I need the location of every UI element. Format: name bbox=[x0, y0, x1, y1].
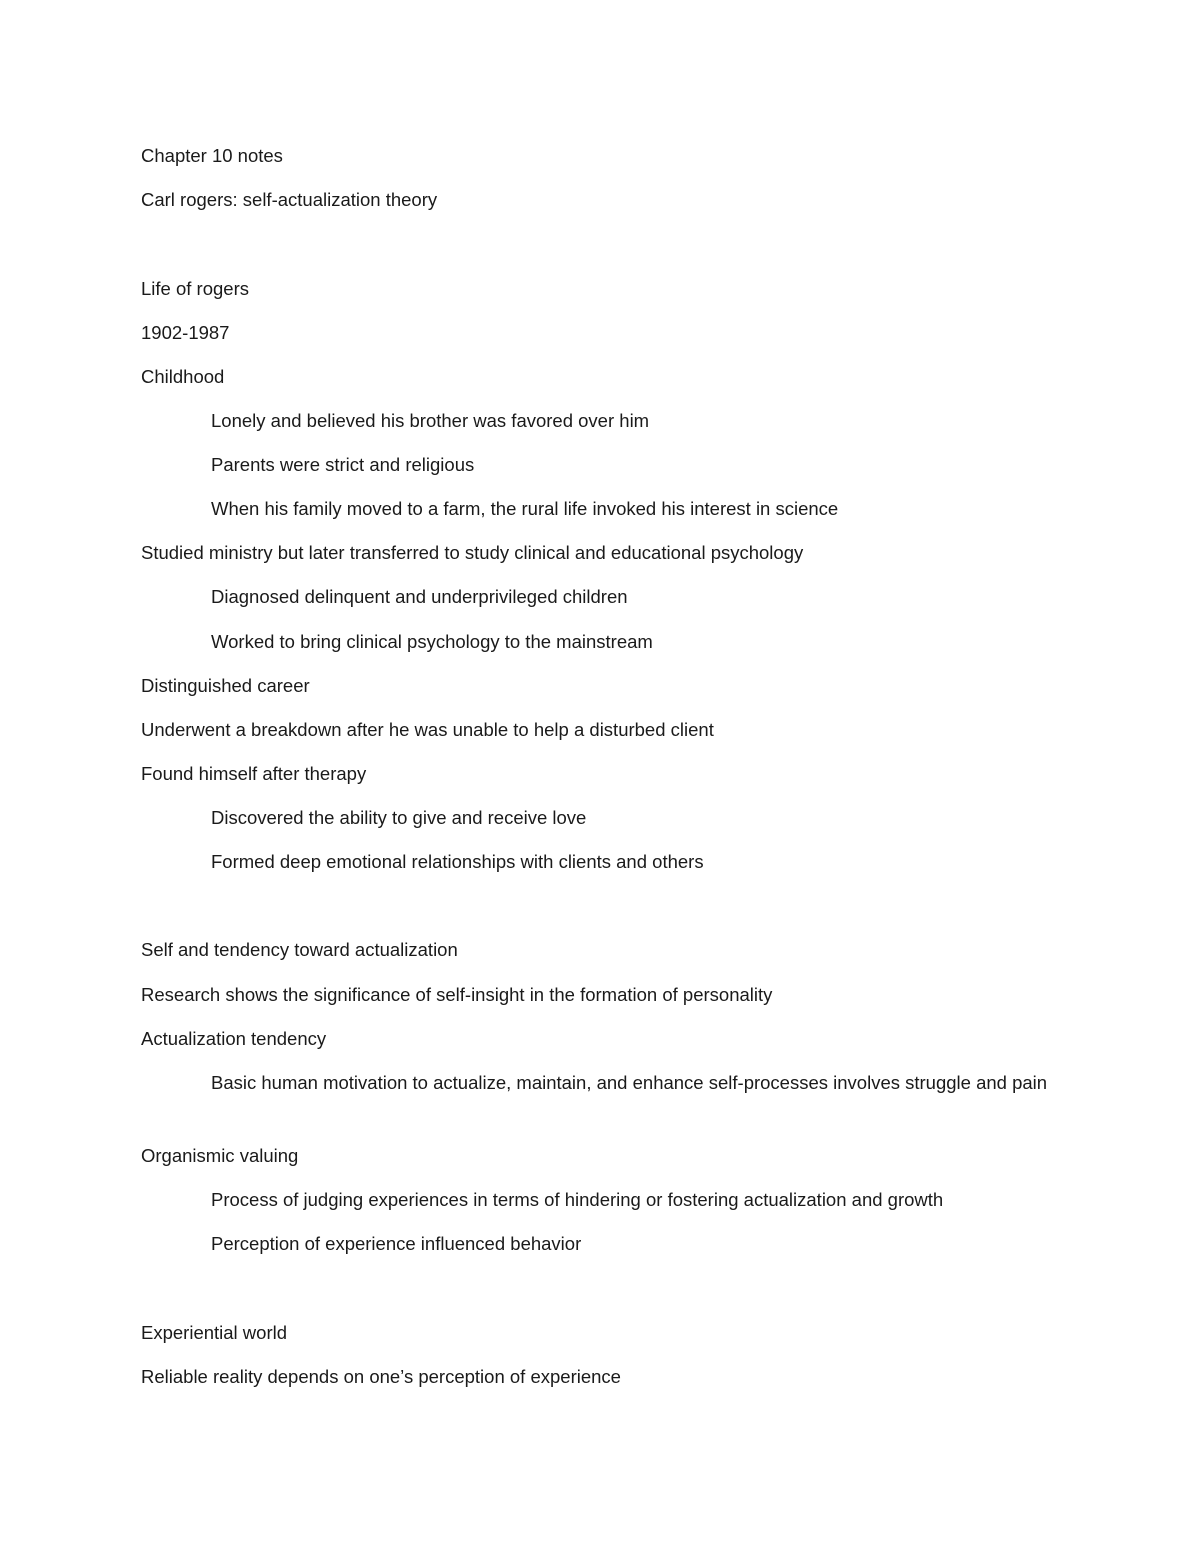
note-subline: When his family moved to a farm, the rural life invoked his interest in science bbox=[211, 498, 839, 519]
note-line: Found himself after therapy bbox=[141, 763, 367, 784]
note-line: Research shows the significance of self-insight in the formation of personality bbox=[141, 984, 773, 1005]
section-heading: Experiential world bbox=[141, 1322, 288, 1343]
section-heading: Self and tendency toward actualization bbox=[141, 939, 458, 960]
note-line: 1902-1987 bbox=[141, 322, 230, 343]
note-subline: Parents were strict and religious bbox=[211, 454, 475, 475]
note-line: Studied ministry but later transferred to study clinical and educational psychology bbox=[141, 542, 804, 563]
note-line: Distinguished career bbox=[141, 675, 310, 696]
note-line: Organismic valuing bbox=[141, 1145, 299, 1166]
note-line: Underwent a breakdown after he was unable to help a disturbed client bbox=[141, 719, 714, 740]
note-line: Reliable reality depends on one’s perception of experience bbox=[141, 1366, 621, 1387]
section-heading: Life of rogers bbox=[141, 278, 249, 299]
note-subline: Perception of experience influenced behavior bbox=[211, 1233, 582, 1254]
note-line: Actualization tendency bbox=[141, 1028, 327, 1049]
page-title: Chapter 10 notes bbox=[141, 145, 283, 166]
note-subline: Discovered the ability to give and receive love bbox=[211, 807, 587, 828]
note-subline: Worked to bring clinical psychology to the mainstream bbox=[211, 631, 653, 652]
note-line: Childhood bbox=[141, 366, 225, 387]
note-subline: Diagnosed delinquent and underprivileged children bbox=[211, 586, 628, 607]
note-subline: Process of judging experiences in terms of hindering or fostering actualization and growth bbox=[211, 1189, 944, 1210]
subtitle: Carl rogers: self-actualization theory bbox=[141, 189, 438, 210]
note-subline: Formed deep emotional relationships with clients and others bbox=[211, 851, 704, 872]
note-subline: Lonely and believed his brother was favored over him bbox=[211, 410, 650, 431]
note-subline-wrapped: Basic human motivation to actualize, maintain, and enhance self-processes involves struggle and pain bbox=[211, 1072, 1048, 1093]
